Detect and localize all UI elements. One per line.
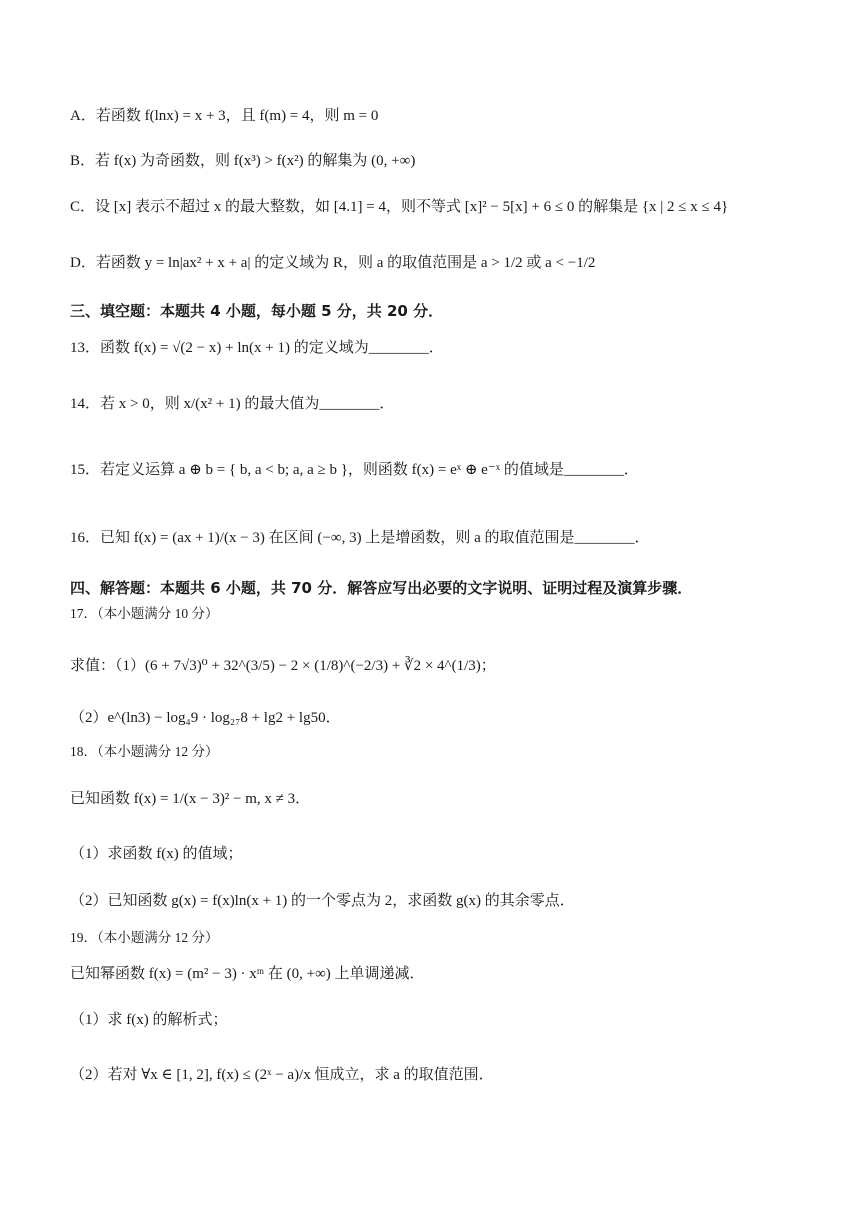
option-a: A．若函数 f(lnx) = x + 3，且 f(m) = 4，则 m = 0 [70,108,379,124]
question-13: 13．函数 f(x) = √(2 − x) + ln(x + 1) 的定义域为________． [70,340,444,356]
question-16: 16．已知 f(x) = (ax + 1)/(x − 3) 在区间 (−∞, 3) 上是增函数，则 a 的取值范围是________． [70,530,650,546]
question-17-title: 17．（本小题满分 10 分） [70,606,219,621]
section-4-heading: 四、解答题：本题共 6 小题，共 70 分．解答应写出必要的文字说明、证明过程及演算步骤． [70,579,693,597]
question-18-part-2: （2）已知函数 g(x) = f(x)ln(x + 1) 的一个零点为 2，求函数 g(x) 的其余零点． [70,893,575,909]
option-b: B．若 f(x) 为奇函数，则 f(x³) > f(x²) 的解集为 (0, +∞) [70,153,416,169]
question-14: 14．若 x > 0，则 x/(x² + 1) 的最大值为________． [70,396,395,412]
option-c: C．设 [x] 表示不超过 x 的最大整数，如 [4.1] = 4，则不等式 [x]² − 5[x] + 6 ≤ 0 的解集是 {x | 2 ≤ x ≤ 4} [70,199,729,215]
question-19-title: 19．（本小题满分 12 分） [70,930,219,945]
question-19-stem: 已知幂函数 f(x) = (m² − 3) · xᵐ 在 (0, +∞) 上单调递减． [70,966,425,982]
question-19-part-1: （1）求 f(x) 的解析式； [70,1012,228,1028]
question-18-stem: 已知函数 f(x) = 1/(x − 3)² − m, x ≠ 3． [70,791,311,807]
question-18-part-1: （1）求函数 f(x) 的值域； [70,846,243,862]
question-17-part-2: （2）e^(ln3) − log₄9 · log₂₇8 + lg2 + lg50． [70,710,341,726]
question-15: 15．若定义运算 a ⊕ b = { b, a < b; a, a ≥ b }，则函数 f(x) = eˣ ⊕ e⁻ˣ 的值域是________． [70,462,639,478]
option-d: D．若函数 y = ln|ax² + x + a| 的定义域为 R，则 a 的取值范围是 a > 1/2 或 a < −1/2 [70,255,596,271]
question-18-title: 18．（本小题满分 12 分） [70,744,219,759]
question-19-part-2: （2）若对 ∀x ∈ [1, 2], f(x) ≤ (2ˣ − a)/x 恒成立，求 a 的取值范围． [70,1067,494,1083]
question-17-part-1: 求值：（1）(6 + 7√3)⁰ + 32^(3/5) − 2 × (1/8)^(−2/3) + ∛2 × 4^(1/3)； [70,658,496,674]
section-3-heading: 三、填空题：本题共 4 小题，每小题 5 分，共 20 分． [70,302,444,320]
